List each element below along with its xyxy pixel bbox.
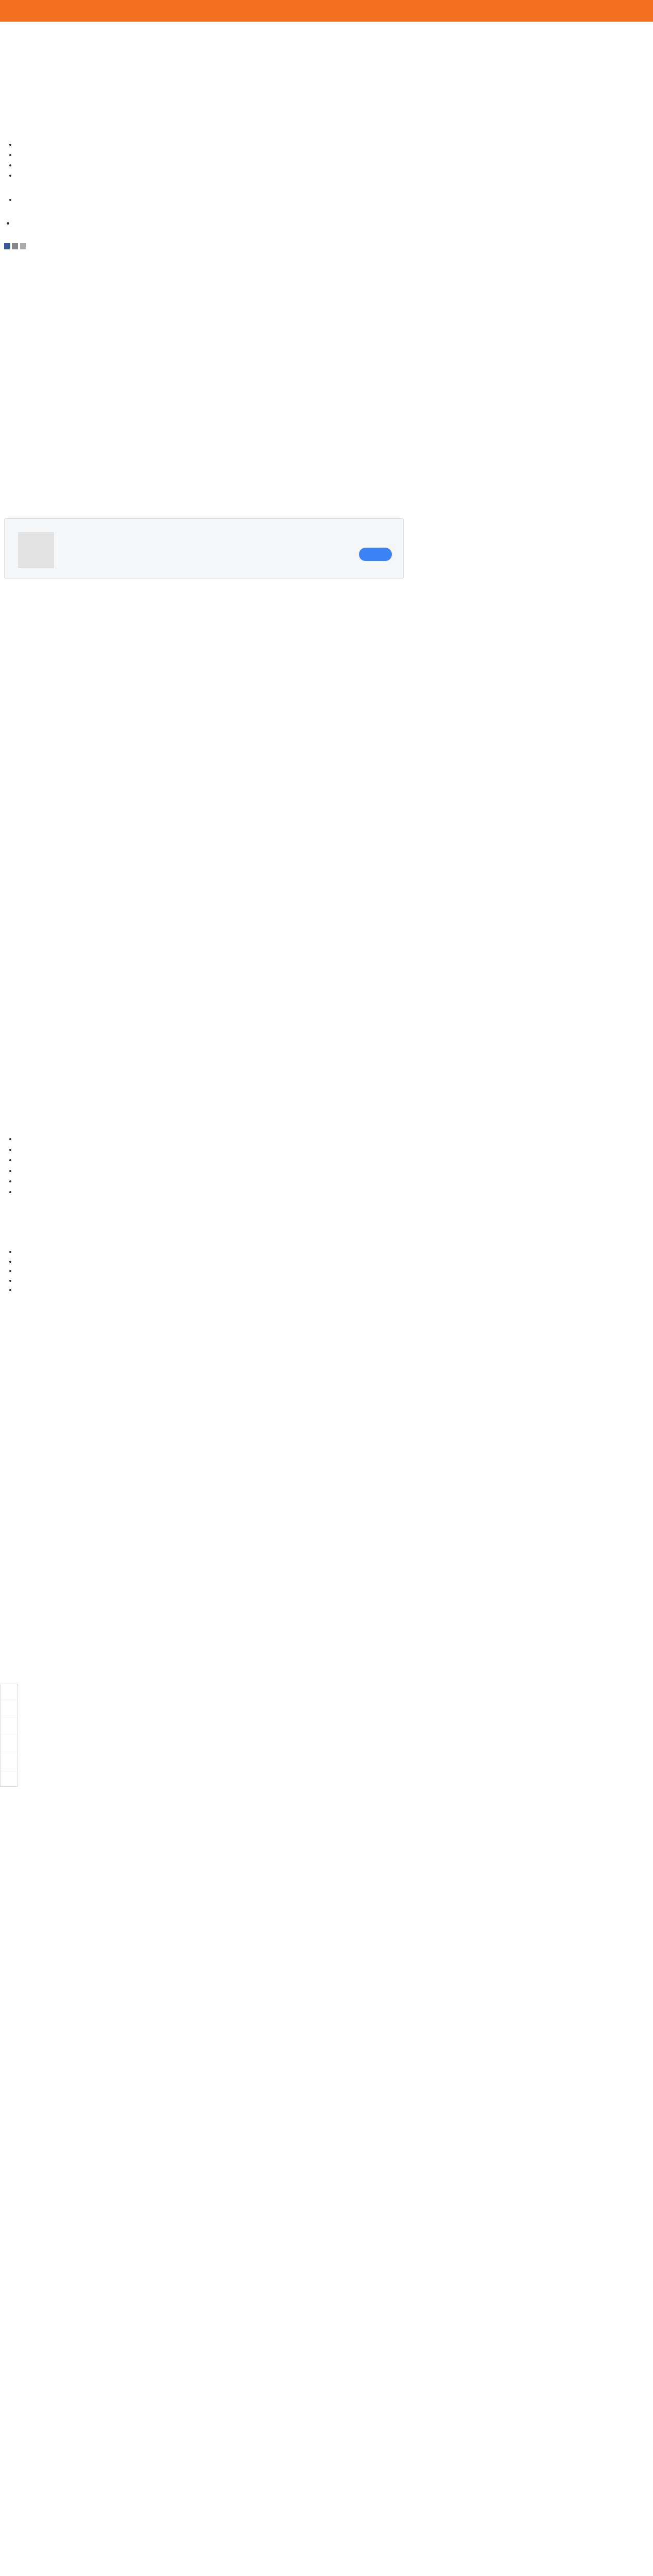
- email-icon[interactable]: [20, 243, 26, 249]
- avatar[interactable]: [18, 532, 54, 568]
- follow-button[interactable]: [359, 548, 392, 561]
- article-body: [4, 264, 571, 276]
- author-card: [4, 518, 404, 579]
- comment-button[interactable]: [1, 1735, 17, 1752]
- share-tools: [4, 242, 26, 249]
- share-count: [1, 1718, 17, 1735]
- share-icon[interactable]: [4, 243, 10, 249]
- close-icon[interactable]: [1, 1684, 17, 1701]
- comment-count: [1, 1752, 17, 1769]
- print-icon[interactable]: [12, 243, 18, 249]
- top-bar: [0, 0, 653, 22]
- floating-side-bar: [0, 1684, 18, 1787]
- share-button[interactable]: [1, 1701, 17, 1718]
